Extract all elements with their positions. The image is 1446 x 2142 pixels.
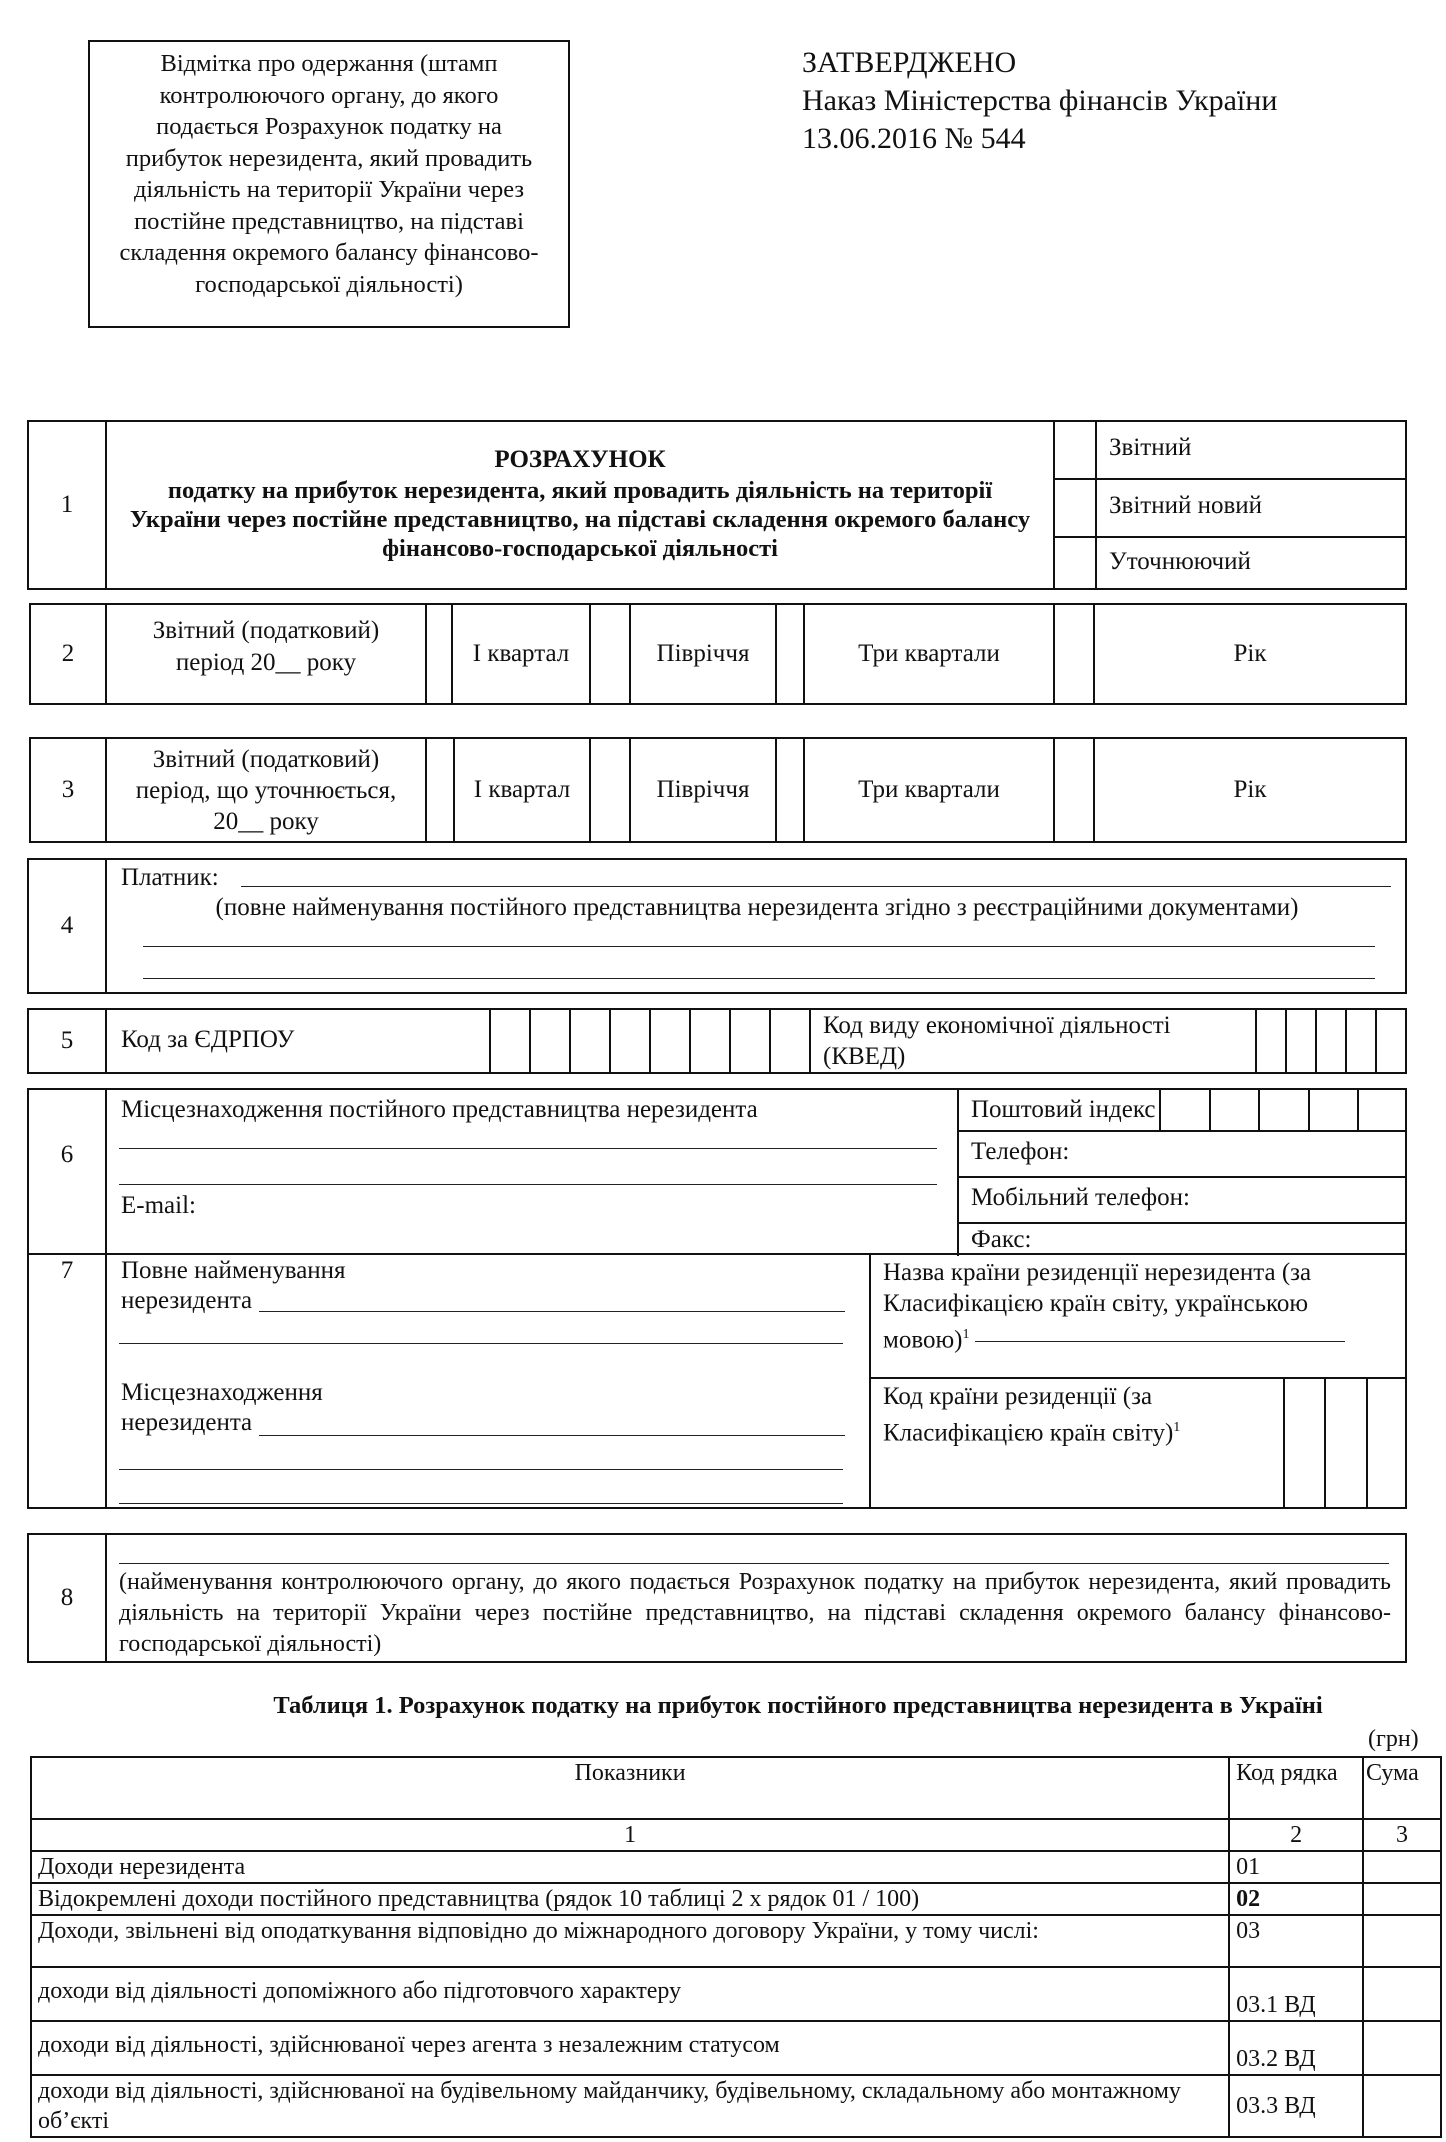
period-label: Звітний (податковий) період 20__ року <box>105 605 425 703</box>
period-label-three-quarters: Три квартали <box>803 605 1053 703</box>
period-box-three-quarters[interactable] <box>775 605 803 703</box>
payer-name-input[interactable] <box>241 886 1391 887</box>
country-code-digit-cell[interactable] <box>1366 1377 1407 1507</box>
colnum-1: 1 <box>31 1819 1229 1851</box>
table-colnum-row <box>31 1819 1441 1851</box>
period-box-half-year[interactable] <box>589 605 629 703</box>
rep-location-line-2[interactable] <box>119 1184 937 1185</box>
postal-digit-cell[interactable] <box>1159 1090 1209 1130</box>
section-number: 7 <box>60 1257 74 1284</box>
nonresident-location-line-2[interactable] <box>119 1469 843 1470</box>
section-number: 5 <box>60 1027 74 1054</box>
table1-unit: (грн) <box>1368 1726 1419 1752</box>
clarified-label-three-quarters: Три квартали <box>803 739 1053 841</box>
payer-label: Платник: <box>121 864 219 891</box>
postal-index-label: Поштовий індекс <box>971 1096 1156 1123</box>
kved-digit-cell[interactable] <box>1255 1010 1285 1072</box>
table-row <box>31 1883 1441 1915</box>
kved-digit-cell[interactable] <box>1375 1010 1405 1072</box>
rep-location-label: Місцезнаходження постійного представництва нерезидента <box>121 1096 758 1123</box>
period-box-q1[interactable] <box>425 605 451 703</box>
header-row-code: Код рядка <box>1229 1757 1363 1819</box>
kved-digit-cell[interactable] <box>1345 1010 1375 1072</box>
row-sum-input[interactable] <box>1363 1915 1441 1967</box>
section-number: 2 <box>61 640 75 667</box>
approval-date-number: 13.06.2016 № 544 <box>802 122 1026 155</box>
section-1 <box>27 420 1407 590</box>
row-sum-input[interactable] <box>1363 2075 1441 2137</box>
clarified-label-half-year: Півріччя <box>629 739 775 841</box>
table-row <box>31 2075 1441 2137</box>
rep-location-line-1[interactable] <box>119 1148 937 1149</box>
row-sum-input[interactable] <box>1363 1967 1441 2021</box>
section-number: 4 <box>60 912 74 939</box>
approval-block <box>802 44 1402 158</box>
clarified-label-year: Рік <box>1093 739 1405 841</box>
edrpou-digit-cell[interactable] <box>569 1010 609 1072</box>
row-code: 03.2 ВД <box>1229 2021 1363 2075</box>
period-label-half-year: Півріччя <box>629 605 775 703</box>
nonresident-name-input[interactable] <box>259 1311 845 1312</box>
edrpou-label: Код за ЄДРПОУ <box>121 1026 295 1053</box>
country-name-label: Назва країни резиденції нерезидента (за Класифікацією країн світу, українською мовою)$^1$ <box>883 1259 1312 1354</box>
nonresident-name-label-2: нерезидента <box>121 1287 253 1314</box>
nonresident-name-line-2[interactable] <box>119 1343 843 1344</box>
section-8 <box>27 1533 1407 1663</box>
section-3 <box>29 737 1407 843</box>
fax-label[interactable]: Факс: <box>971 1226 1032 1253</box>
table1-title: Таблиця 1. Розрахунок податку на прибуток постійного представництва нерезидента в Україні <box>273 1692 1323 1719</box>
receipt-stamp-box <box>88 40 570 328</box>
row-sum-input[interactable] <box>1363 1883 1441 1915</box>
doc-type-label-clarifying: Уточнюючий <box>1109 548 1251 575</box>
postal-index-cells[interactable] <box>1159 1090 1407 1130</box>
country-code-digit-cell[interactable] <box>1324 1377 1365 1507</box>
postal-digit-cell[interactable] <box>1308 1090 1358 1130</box>
edrpou-digit-cell[interactable] <box>529 1010 569 1072</box>
clarified-box-year[interactable] <box>1053 739 1093 841</box>
table-row <box>31 1967 1441 2021</box>
row-label: Відокремлені доходи постійного представництва (рядок 10 таблиці 2 х рядок 01 / 100) <box>31 1883 1229 1915</box>
row-code: 03.3 ВД <box>1229 2075 1363 2137</box>
period-box-year[interactable] <box>1053 605 1093 703</box>
payer-name-line-3[interactable] <box>143 978 1375 979</box>
section-7 <box>27 1253 1407 1509</box>
nonresident-location-label-2: нерезидента <box>121 1409 253 1436</box>
doc-type-label-new-reporting: Звітний новий <box>1109 492 1263 519</box>
stamp-text: Відмітка про одержання (штамп контролюючого органу, до якого подається Розрахунок податку на прибуток нерезидента, який провадить діяльність на території України через постійне представництво, на підставі складення окремого балансу фінансово-господарської діяльності) <box>119 50 539 298</box>
header-indicators: Показники <box>31 1757 1229 1819</box>
period-label-year: Рік <box>1093 605 1405 703</box>
section-2 <box>29 603 1407 705</box>
nonresident-location-label-1: Місцезнаходження <box>121 1379 323 1406</box>
section-4 <box>27 858 1407 994</box>
row-label: доходи від діяльності, здійснюваної на будівельному майданчику, будівельному, складальному або монтажному об’єкті <box>31 2075 1229 2137</box>
table-row <box>31 2021 1441 2075</box>
payer-name-line-2[interactable] <box>143 946 1375 947</box>
table-row <box>31 1915 1441 1967</box>
row-code: 03.1 ВД <box>1229 1967 1363 2021</box>
clarified-label-q1: І квартал <box>453 739 589 841</box>
edrpou-digit-cell[interactable] <box>649 1010 689 1072</box>
colnum-2: 2 <box>1229 1819 1363 1851</box>
tax-authority-hint: (найменування контролюючого органу, до якого подається Розрахунок податку на прибуток нерезидента, який провадить діяльність на території України через постійне представництво, на підставі складення окремого балансу фінансово-господарської діяльності) <box>119 1569 1391 1657</box>
calc-subtitle: податку на прибуток нерезидента, який провадить діяльність на території України через постійне представництво, на підставі складення окремого балансу фінансово-господарської діяльності <box>129 477 1031 562</box>
header-sum: Сума <box>1363 1757 1441 1819</box>
country-code-cells[interactable] <box>1283 1377 1407 1507</box>
clarified-box-q1[interactable] <box>425 739 453 841</box>
clarified-period-label: Звітний (податковий) період, що уточнюється, 20__ року <box>105 739 425 841</box>
postal-digit-cell[interactable] <box>1209 1090 1259 1130</box>
row-label: доходи від діяльності, здійснюваної через агента з незалежним статусом <box>31 2021 1229 2075</box>
row-sum-input[interactable] <box>1363 2021 1441 2075</box>
doc-type-box-reporting[interactable] <box>1055 422 1095 478</box>
colnum-3: 3 <box>1363 1819 1441 1851</box>
nonresident-location-line-3[interactable] <box>119 1503 843 1504</box>
doc-type-label-reporting: Звітний <box>1109 434 1192 461</box>
row-label: Доходи, звільнені від оподаткування відповідно до міжнародного договору України, у тому числі: <box>31 1915 1229 1967</box>
nonresident-location-input[interactable] <box>259 1435 845 1436</box>
edrpou-digit-cell[interactable] <box>489 1010 529 1072</box>
phone-label[interactable]: Телефон: <box>971 1138 1070 1165</box>
country-code-label: Код країни резиденції (за Класифікацією країн світу)$^1$ <box>883 1383 1181 1447</box>
section-number: 3 <box>61 776 75 803</box>
edrpou-code-cells[interactable] <box>489 1010 809 1072</box>
row-code: 01 <box>1229 1851 1363 1883</box>
doc-type-box-new-reporting[interactable] <box>1055 480 1095 536</box>
edrpou-digit-cell[interactable] <box>729 1010 769 1072</box>
section-number: 1 <box>60 491 74 518</box>
payer-hint: (повне найменування постійного представництва нерезидента згідно з реєстраційними документами) <box>215 894 1299 921</box>
country-code-digit-cell[interactable] <box>1283 1377 1324 1507</box>
table-header-row <box>31 1757 1441 1819</box>
approval-order: Наказ Міністерства фінансів України <box>802 84 1278 117</box>
section-number: 6 <box>60 1141 74 1168</box>
approval-title: ЗАТВЕРДЖЕНО <box>802 46 1017 79</box>
row-sum-input[interactable] <box>1363 1851 1441 1883</box>
tax-authority-input[interactable] <box>119 1563 1389 1564</box>
footnote-mark: 1 <box>962 1327 970 1342</box>
kved-digit-cell[interactable] <box>1285 1010 1315 1072</box>
edrpou-digit-cell[interactable] <box>769 1010 809 1072</box>
clarified-box-half-year[interactable] <box>589 739 629 841</box>
table1 <box>30 1756 1442 2138</box>
footnote-mark: 1 <box>1173 1420 1181 1435</box>
edrpou-digit-cell[interactable] <box>609 1010 649 1072</box>
email-label: E-mail: <box>121 1192 196 1219</box>
row-label: доходи від діяльності допоміжного або підготовчого характеру <box>31 1967 1229 2021</box>
doc-type-box-clarifying[interactable] <box>1055 538 1095 588</box>
doc-type-checkboxes <box>1053 422 1407 588</box>
clarified-box-three-quarters[interactable] <box>775 739 803 841</box>
kved-code-cells[interactable] <box>1255 1010 1405 1072</box>
section-5 <box>27 1008 1407 1074</box>
nonresident-name-label-1: Повне найменування <box>121 1257 346 1284</box>
calc-title: РОЗРАХУНОК <box>494 446 666 473</box>
period-label-q1: І квартал <box>451 605 589 703</box>
row-label: Доходи нерезидента <box>31 1851 1229 1883</box>
mobile-phone-label[interactable]: Мобільний телефон: <box>971 1184 1190 1211</box>
postal-digit-cell[interactable] <box>1258 1090 1308 1130</box>
table-row <box>31 1851 1441 1883</box>
calc-title-cell <box>105 422 1053 588</box>
postal-digit-cell[interactable] <box>1357 1090 1407 1130</box>
row-code: 02 <box>1229 1883 1363 1915</box>
kved-digit-cell[interactable] <box>1315 1010 1345 1072</box>
edrpou-digit-cell[interactable] <box>689 1010 729 1072</box>
row-code: 03 <box>1229 1915 1363 1967</box>
section-number: 8 <box>60 1584 74 1611</box>
kved-label: Код виду економічної діяльності (КВЕД) <box>823 1012 1171 1070</box>
section-6 <box>27 1088 1407 1254</box>
country-name-input[interactable] <box>975 1341 1345 1342</box>
